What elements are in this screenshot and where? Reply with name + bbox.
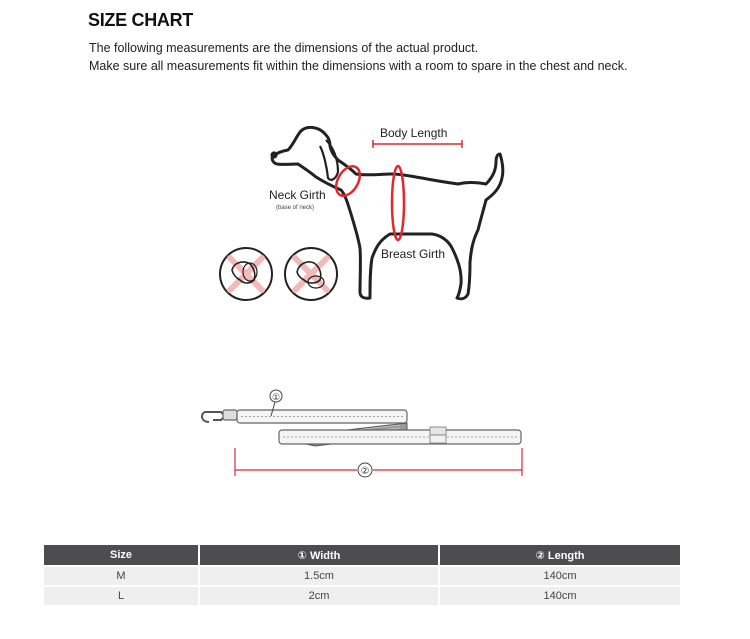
leash-dimension-diagram <box>195 380 540 490</box>
dog-measurement-diagram <box>200 112 540 312</box>
dog-nose-icon <box>270 151 277 158</box>
breast-girth-label: Breast Girth <box>381 247 446 261</box>
header-size: Size <box>44 545 198 565</box>
body-length-line <box>373 140 462 148</box>
wrong-placement-2-icon <box>285 248 337 300</box>
table-row <box>44 587 680 605</box>
leash-strap-lower <box>279 427 521 444</box>
leash-hook-icon <box>202 412 225 422</box>
cell-size: L <box>44 587 198 605</box>
breast-girth-ring <box>392 166 404 240</box>
neck-girth-ring <box>331 162 364 200</box>
cell-length: 140cm <box>440 567 680 585</box>
intro-line-2: Make sure all measurements fit within the dimensions with a room to spare in the chest and neck. <box>89 59 628 73</box>
size-table <box>42 543 682 607</box>
cell-length: 140cm <box>440 587 680 605</box>
length-marker: ② <box>360 466 370 477</box>
neck-girth-note: (base of neck) <box>276 205 315 211</box>
length-dimension-line <box>235 448 522 476</box>
page-title: SIZE CHART <box>88 10 194 30</box>
intro-line-1: The following measurements are the dimensions of the actual product. <box>89 41 479 55</box>
table-header-row <box>44 545 680 565</box>
intro-text <box>89 39 627 75</box>
cell-size: M <box>44 567 198 585</box>
wrong-placement-1-icon <box>220 248 272 300</box>
cell-width: 2cm <box>200 587 438 605</box>
table-row <box>44 567 680 585</box>
body-length-label: Body Length <box>380 126 448 140</box>
header-length: ② Length <box>440 545 680 565</box>
width-marker: ① <box>271 393 281 403</box>
header-width: ① Width <box>200 545 438 565</box>
leash-strap-upper <box>237 410 407 423</box>
cell-width: 1.5cm <box>200 567 438 585</box>
neck-girth-label: Neck Girth <box>269 188 326 202</box>
